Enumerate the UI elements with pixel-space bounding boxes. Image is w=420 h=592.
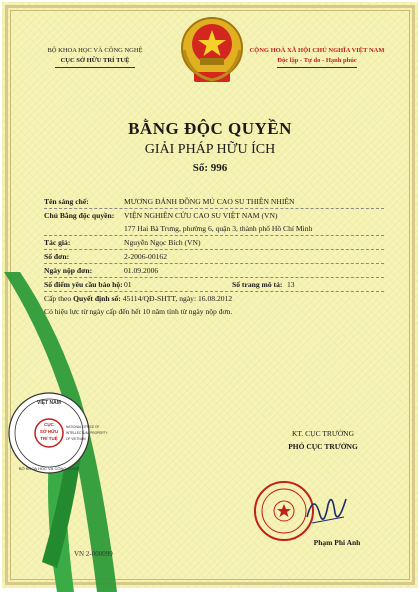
divider — [44, 263, 384, 264]
author-label: Tác giả: — [44, 238, 71, 247]
decision-value: 45114/QĐ-SHTT, ngày: 16.08.2012 — [120, 294, 233, 303]
seal-side-text-3: OF VIETNAM — [66, 437, 86, 441]
seal-ring-bottom: BỘ KHOA HỌC VÀ CÔNG NGHỆ — [18, 466, 80, 471]
owner-label: Chủ Bằng độc quyền: — [44, 211, 115, 220]
owner-address: 177 Hai Bà Trưng, phường 6, quận 3, thành phố Hồ Chí Minh — [124, 224, 313, 233]
header-left — [20, 46, 170, 68]
seal-mid-text: SỞ HỮU — [39, 429, 59, 434]
header-left-rule — [55, 67, 135, 68]
divider — [44, 249, 384, 250]
signer-title-2: PHÓ CỤC TRƯỞNG — [288, 442, 358, 451]
certificate-title: BẰNG ĐỘC QUYỀN — [128, 119, 292, 138]
country-name: CỘNG HOÀ XÃ HỘI CHỦ NGHĨA VIỆT NAM — [249, 47, 385, 54]
decision-label: Quyết định số: — [73, 294, 121, 303]
application-number-value: 2-2006-00162 — [124, 252, 168, 261]
owner-value: VIỆN NGHIÊN CỨU CAO SU VIỆT NAM (VN) — [124, 211, 278, 220]
invention-value: MƯƠNG ĐÁNH ĐỒNG MỦ CAO SU THIÊN NHIÊN — [124, 197, 295, 206]
national-motto: Độc lập - Tự do - Hạnh phúc — [277, 57, 357, 64]
validity-text: Có hiệu lực từ ngày cấp đến hết 10 năm tính từ ngày nộp đơn. — [44, 307, 233, 316]
signature-block — [263, 429, 383, 451]
ministry-name: BỘ KHOA HỌC VÀ CÔNG NGHỆ — [47, 47, 143, 54]
claims-value: 01 — [124, 280, 132, 289]
seal-side-text-1: NATIONAL OFFICE OF — [66, 425, 100, 429]
office-name: CỤC SỞ HỮU TRÍ TUỆ — [60, 57, 130, 64]
seal-ring-top: VIỆT NAM — [37, 400, 61, 406]
application-number-label: Số đơn: — [44, 252, 70, 261]
serial-number: VN 2-000099 — [74, 550, 113, 558]
handwritten-signature — [302, 487, 352, 532]
header-right — [232, 46, 402, 68]
filing-date-value: 01.09.2006 — [124, 266, 159, 275]
invention-label: Tên sáng chế: — [44, 197, 89, 206]
divider — [44, 235, 384, 236]
pages-value: 13 — [287, 280, 295, 289]
divider — [44, 208, 384, 209]
office-seal-left — [6, 390, 108, 476]
pages-label: Số trang mô tả: — [232, 280, 283, 289]
author-value: Nguyễn Ngọc Bích (VN) — [124, 238, 201, 247]
seal-top-text: CỤC — [44, 422, 54, 427]
seal-mid-text-2: TRÍ TUỆ — [40, 436, 58, 441]
header-right-rule — [277, 67, 357, 68]
seal-side-text-2: INTELLECTUAL PROPERTY — [66, 431, 108, 435]
signer-title-1: KT. CỤC TRƯỞNG — [291, 429, 354, 438]
decision-prefix: Cấp theo — [44, 294, 74, 303]
certificate-subtitle: GIẢI PHÁP HỮU ÍCH — [144, 142, 276, 157]
claims-label: Số điểm yêu cầu bảo hộ: — [44, 280, 123, 289]
filing-date-label: Ngày nộp đơn: — [44, 266, 93, 275]
certificate-number: Số: 996 — [192, 162, 228, 174]
signer-name: Phạm Phi Anh — [313, 538, 361, 547]
